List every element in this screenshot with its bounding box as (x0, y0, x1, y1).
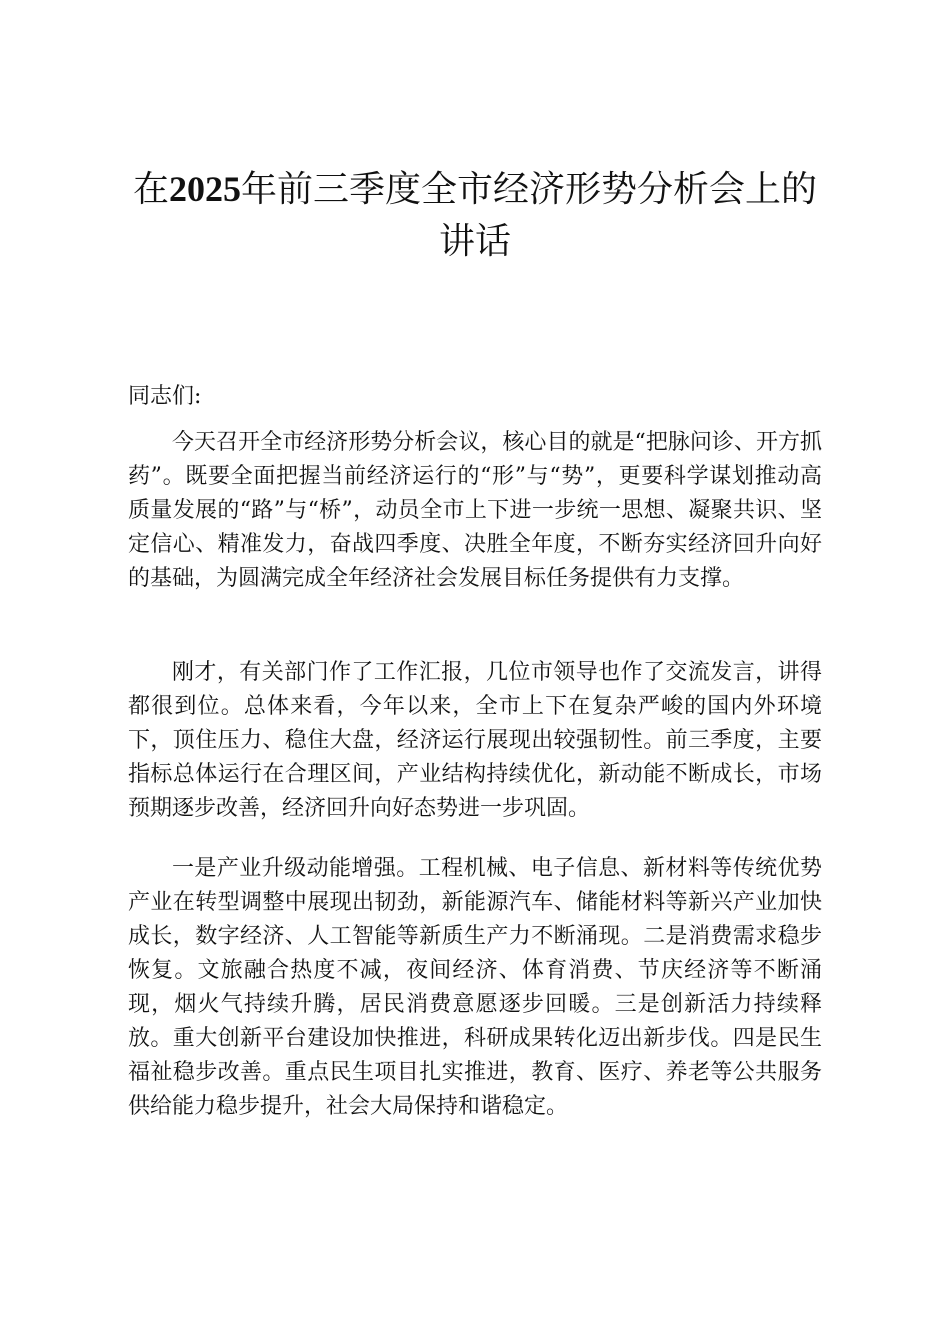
title-prefix: 在 (132, 169, 169, 210)
document-title (120, 163, 830, 268)
salutation: 同志们: (128, 384, 202, 409)
paragraph-2: 刚才，有关部门作了工作汇报，几位市领导也作了交流发言，讲得都很到位。总体来看，今年以来，全市上下在复杂严峻的国内外环境下，顶住压力、稳住大盘，经济运行展现出较强韧性。前三季度，主要指标总体运行在合理区间，产业结构持续优化，新动能不断成长，市场预期逐步改善，经济回升向好态势进一步巩固。 (128, 660, 822, 821)
title-suffix: 年前三季度全市经济形势分析会上的讲话 (241, 169, 818, 262)
title-year: 2025 (169, 169, 241, 209)
paragraph-3: 一是产业升级动能增强。工程机械、电子信息、新材料等传统优势产业在转型调整中展现出韧劲，新能源汽车、储能材料等新兴产业加快成长，数字经济、人工智能等新质生产力不断涌现。二是消费需求稳步恢复。文旅融合热度不减，夜间经济、体育消费、节庆经济等不断涌现，烟火气持续升腾，居民消费意愿逐步回暖。三是创新活力持续释放。重大创新平台建设加快推进，科研成果转化迈出新步伐。四是民生福祉稳步改善。重点民生项目扎实推进，教育、医疗、养老等公共服务供给能力稳步提升，社会大局保持和谐稳定。 (128, 856, 822, 1119)
paragraph-1: 今天召开全市经济形势分析会议，核心目的就是“把脉问诊、开方抓药”。既要全面把握当前经济运行的“形”与“势”，更要科学谋划推动高质量发展的“路”与“桥”，动员全市上下进一步统一思想、凝聚共识、坚定信心、精准发力，奋战四季度、决胜全年度，不断夯实经济回升向好的基础，为圆满完成全年经济社会发展目标任务提供有力支撑。 (128, 430, 822, 591)
